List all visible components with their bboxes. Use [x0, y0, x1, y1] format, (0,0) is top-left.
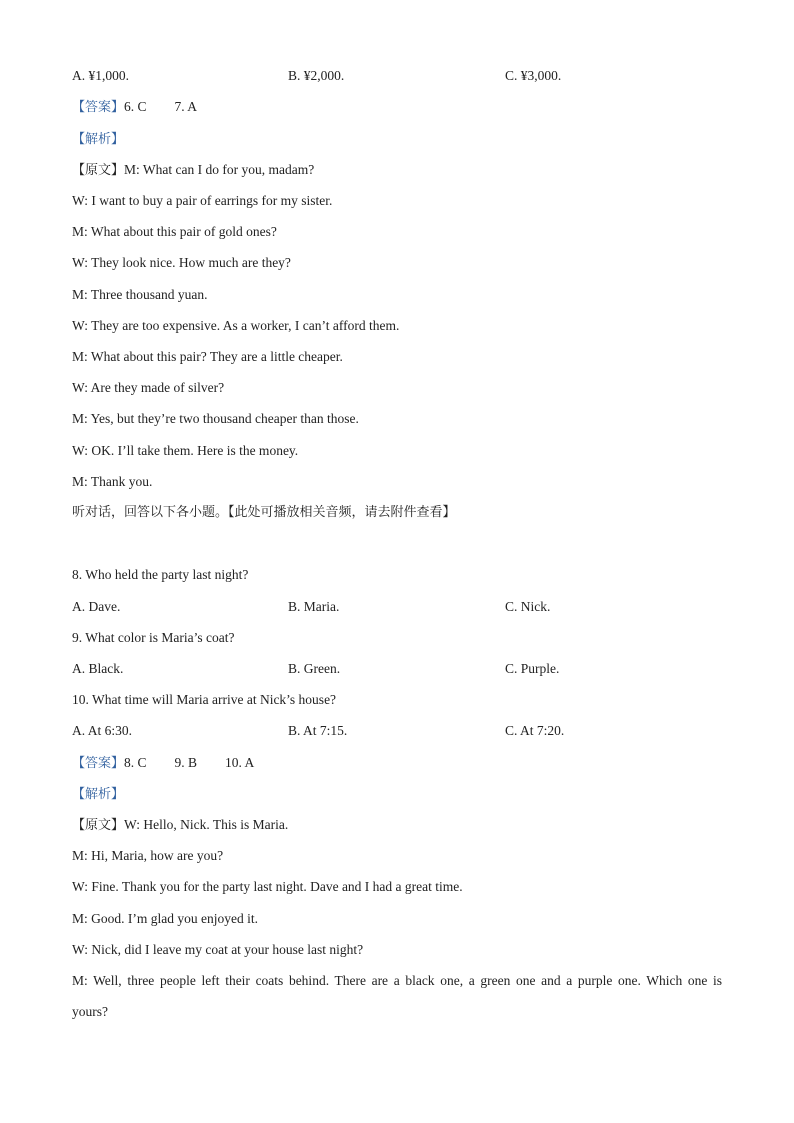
- q9-option-c: C. Purple.: [505, 661, 560, 676]
- dialogue-line: W: I want to buy a pair of earrings for my sister.: [72, 193, 333, 208]
- listening-instruction: 听对话，回答以下各小题。【此处可播放相关音频，请去附件查看】: [72, 505, 456, 520]
- dialogue-line: W: Nick, did I leave my coat at your house last night?: [72, 942, 364, 957]
- q8-option-a: A. Dave.: [72, 599, 121, 614]
- answer-tag: 【答案】: [72, 100, 125, 115]
- dialogue-2-first-line: [72, 816, 288, 835]
- answer-line-2: [72, 754, 254, 773]
- dialogue-line: W: They are too expensive. As a worker, I can’t afford them.: [72, 318, 400, 333]
- dialogue-line: M: What about this pair? They are a little cheaper.: [72, 349, 343, 364]
- original-text-tag: 【原文】: [72, 818, 125, 833]
- dialogue-line: W: Hello, Nick. This is Maria.: [124, 817, 289, 832]
- analysis-heading-2: [72, 785, 124, 804]
- answer-9: 9. B: [174, 755, 198, 770]
- q10-option-b: B. At 7:15.: [288, 723, 348, 738]
- answer-line-1: [72, 98, 197, 117]
- dialogue-line: W: Are they made of silver?: [72, 380, 225, 395]
- answer-8: 8. C: [124, 755, 147, 770]
- dialogue-line: M: Thank you.: [72, 474, 153, 489]
- q9-option-b: B. Green.: [288, 661, 341, 676]
- q10-option-a: A. At 6:30.: [72, 723, 133, 738]
- analysis-heading-1: [72, 130, 124, 149]
- question-9: 9. What color is Maria’s coat?: [72, 630, 235, 645]
- original-text-tag: 【原文】: [72, 163, 125, 178]
- dialogue-line: M: Three thousand yuan.: [72, 287, 208, 302]
- dialogue-line: yours?: [72, 1004, 108, 1019]
- dialogue-line: M: Hi, Maria, how are you?: [72, 848, 224, 863]
- answer-7: 7. A: [174, 99, 198, 114]
- q7-option-b: B. ¥2,000.: [288, 68, 345, 83]
- question-8: 8. Who held the party last night?: [72, 567, 249, 582]
- q9-option-a: A. Black.: [72, 661, 124, 676]
- answer-6: 6. C: [124, 99, 147, 114]
- dialogue-line: M: What about this pair of gold ones?: [72, 224, 277, 239]
- q8-option-b: B. Maria.: [288, 599, 340, 614]
- q10-option-c: C. At 7:20.: [505, 723, 565, 738]
- question-10: 10. What time will Maria arrive at Nick’s house?: [72, 692, 337, 707]
- dialogue-line: W: Fine. Thank you for the party last night. Dave and I had a great time.: [72, 879, 463, 894]
- analysis-tag: 【解析】: [72, 132, 125, 147]
- q7-option-c: C. ¥3,000.: [505, 68, 562, 83]
- dialogue-1-first-line: [72, 161, 314, 180]
- dialogue-line: M: What can I do for you, madam?: [124, 162, 315, 177]
- analysis-tag: 【解析】: [72, 787, 125, 802]
- answer-10: 10. A: [225, 755, 255, 770]
- answer-tag: 【答案】: [72, 756, 125, 771]
- dialogue-line: M: Good. I’m glad you enjoyed it.: [72, 911, 258, 926]
- q8-option-c: C. Nick.: [505, 599, 551, 614]
- dialogue-line: W: OK. I’ll take them. Here is the money.: [72, 443, 299, 458]
- dialogue-line: M: Well, three people left their coats behind. There are a black one, a green one and a purple one. Which one is: [72, 973, 722, 988]
- q7-option-a: A. ¥1,000.: [72, 68, 129, 83]
- dialogue-line: M: Yes, but they’re two thousand cheaper than those.: [72, 411, 359, 426]
- dialogue-line: W: They look nice. How much are they?: [72, 255, 291, 270]
